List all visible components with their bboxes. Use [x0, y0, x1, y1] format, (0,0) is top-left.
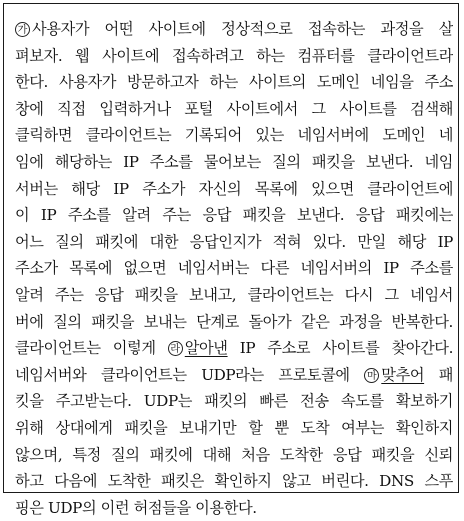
circled-marker-ma: 마: [364, 368, 379, 383]
underlined-word-alanaen: 알아낸: [184, 339, 228, 358]
passage-line: 창에 직접 입력하거나 포털 사이트에서 그 사이트를 검색해: [15, 99, 453, 118]
underlined-word-matchueo: 맞추어: [381, 365, 425, 384]
passage-line: 않으며, 특정 질의 패킷에 대해 처음 도착한 응답 패킷을 신뢰: [15, 445, 453, 464]
passage-line: 펴보자. 웹 사이트에 접속하려고 하는 컴퓨터를 클라이언트라: [15, 46, 453, 65]
passage-line: 클릭하면 클라이언트는 기록되어 있는 네임서버에 도메인 네: [15, 126, 453, 145]
passage-line: 핑은 UDP의 이런 허점들을 이용한다.: [15, 498, 257, 517]
circled-marker-ra: 라: [168, 341, 183, 356]
passage-line: 클라이언트는 이렇게 라 알아낸 IP 주소로 사이트를 찾아간다.: [15, 339, 453, 358]
passage-box: [3, 3, 459, 517]
passage-line: 하고 다음에 도착한 패킷은 확인하지 않고 버린다. DNS 스푸: [15, 472, 453, 491]
passage-line: 어느 질의 패킷에 대한 응답인지가 적혀 있다. 만일 해당 IP: [15, 232, 453, 251]
passage-line: 네임서버와 클라이언트는 UDP라는 프로토콜에 마 맞추어 패: [15, 365, 453, 384]
passage-line: 버에 질의 패킷을 보내는 단계로 돌아가 같은 과정을 반복한다.: [15, 312, 453, 331]
passage-line: 서버는 해당 IP 주소가 자신의 목록에 있으면 클라이언트에: [15, 179, 453, 198]
circled-marker-ga: 가: [15, 22, 30, 37]
passage-text: [15, 16, 453, 521]
passage-line: 이 IP 주소를 알려 주는 응답 패킷을 보낸다. 응답 패킷에는: [15, 206, 453, 225]
passage-line: 주소가 목록에 없으면 네임서버는 다른 네임서버의 IP 주소를: [15, 259, 453, 278]
passage-line: 위해 상대에게 패킷을 보내기만 할 뿐 도착 여부는 확인하지: [15, 418, 453, 437]
passage-line: 알려 주는 응답 패킷을 보내고, 클라이언트는 다시 그 네임서: [15, 285, 453, 304]
passage-line: 임에 해당하는 IP 주소를 물어보는 질의 패킷을 보낸다. 네임: [15, 152, 453, 171]
passage-line: 킷을 주고받는다. UDP는 패킷의 빠른 전송 속도를 확보하기: [15, 392, 453, 411]
passage-line: 가 사용자가 어떤 사이트에 정상적으로 접속하는 과정을 살: [15, 16, 453, 43]
passage-line: 한다. 사용자가 방문하고자 하는 사이트의 도메인 네임을 주소: [15, 73, 453, 92]
